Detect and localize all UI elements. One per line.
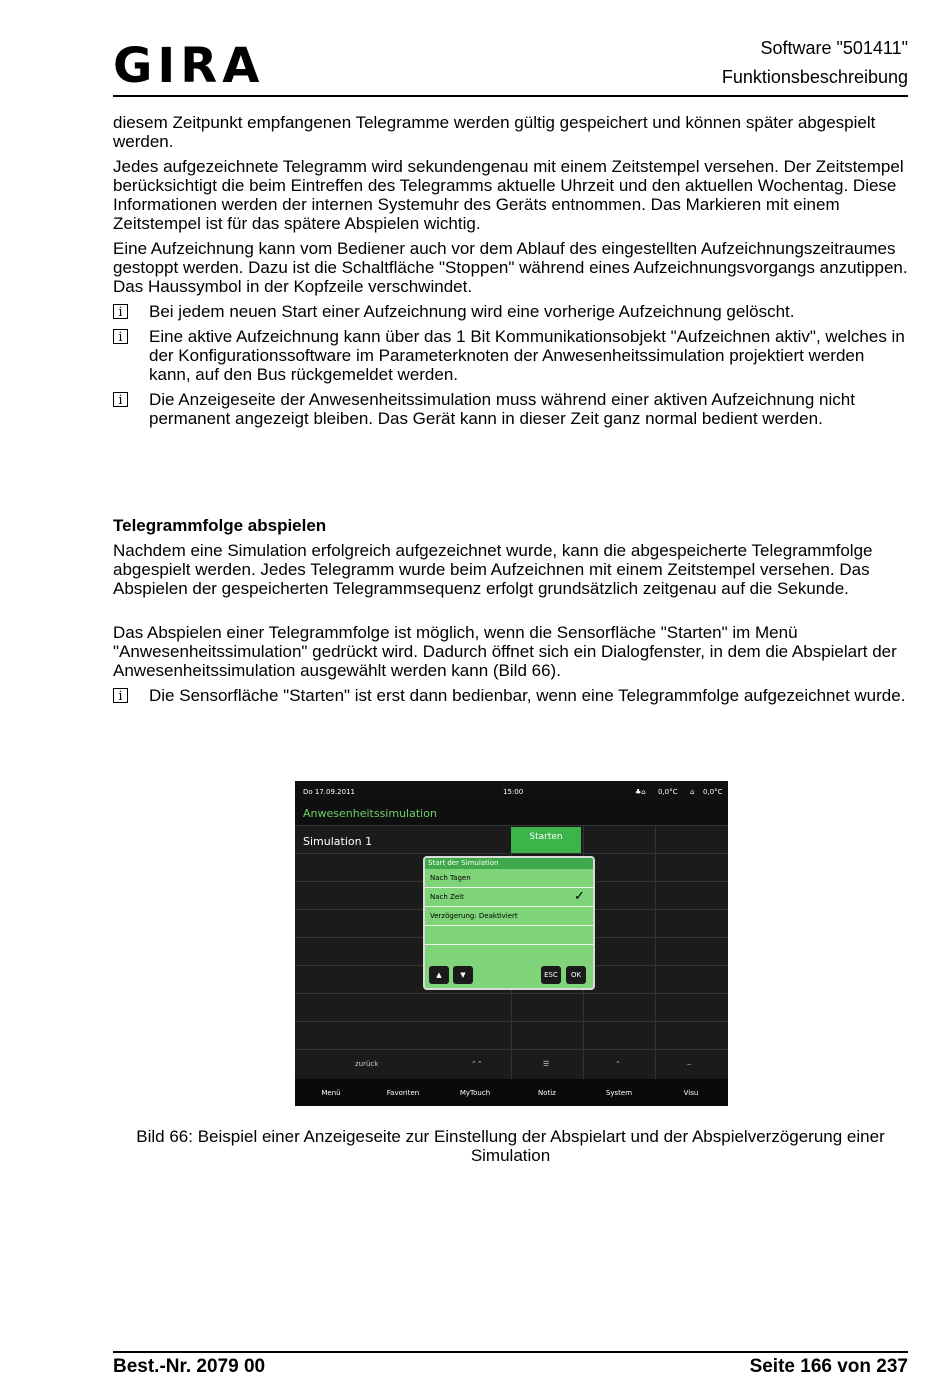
info-icon: i [113,688,128,703]
order-number: Best.-Nr. 2079 00 [113,1356,266,1377]
esc-button[interactable]: ESC [541,966,561,984]
temp-outdoor: 0,0°C [658,788,678,796]
info-note: i Eine aktive Aufzeichnung kann über das 1 Bit Kommunikationsobjekt "Aufzeichnen aktiv", welches in der Konfigurationssoftware im Parameterknoten der Anwesenheitssimulation projektiert werden kann, auf den Bus rückgemeldet werden. [113,327,908,384]
back-button[interactable]: zurück [355,1060,379,1068]
section-heading: Telegrammfolge abspielen [113,516,327,535]
info-icon: i [113,392,128,407]
page-number: Seite 166 von 237 [749,1356,908,1377]
footer-rule [113,1351,908,1353]
page-up-double-icon[interactable]: ⌃⌃ [471,1060,483,1068]
status-time: 15:00 [503,788,524,796]
ok-button[interactable]: OK [566,966,586,984]
tree-icon: ♣⌂ [635,788,646,796]
nav-system[interactable]: System [605,1089,633,1097]
nav-notes[interactable]: Notiz [538,1089,556,1097]
option-by-time[interactable]: Nach Zeit ✓ [425,888,593,907]
simulation-label: Simulation 1 [303,835,373,848]
option-delay[interactable]: Verzögerung: Deaktiviert [425,907,593,926]
status-bar [295,781,728,803]
arrow-up-icon[interactable]: ▲ [429,966,449,984]
info-note: i Bei jedem neuen Start einer Aufzeichnung wird eine vorherige Aufzeichnung gelöscht. [113,302,908,321]
device-screenshot [295,781,728,1106]
start-button[interactable]: Starten [511,827,581,853]
page-up-icon[interactable]: ⌃ [615,1060,621,1068]
bottom-nav [295,1079,728,1106]
page-menu-icon[interactable]: ☰ [543,1060,550,1068]
temp-indoor: 0,0°C [703,788,723,796]
nav-favorites[interactable]: Favoriten [386,1089,420,1097]
option-by-days[interactable]: Nach Tagen [425,869,593,888]
section-recording [113,113,908,434]
sub-nav [295,1051,728,1077]
device-title: Anwesenheitssimulation [295,803,728,825]
status-date: Do 17.09.2011 [303,788,355,796]
empty-row [425,926,593,945]
house-icon: ⌂ [690,788,695,796]
checkmark-icon: ✓ [574,889,585,904]
dash-icon[interactable]: ‒ [687,1060,692,1068]
paragraph: Nachdem eine Simulation erfolgreich aufgezeichnet wurde, kann die abgespeicherte Telegrammfolge abgespielt werden. Jedes Telegramm wurde beim Aufzeichnen mit einem Zeitstempel versehen. Das Abspielen der gespeicherten Telegrammsequenz erfolgt grundsätzlich zeitgenau auf die Sekunde. [113,541,873,598]
software-label: Software "501411" [760,38,908,58]
paragraph: diesem Zeitpunkt empfangenen Telegramme werden gültig gespeichert und können später abgespielt werden. [113,113,876,151]
info-note: i Die Anzeigeseite der Anwesenheitssimulation muss während einer aktiven Aufzeichnung nicht permanent angezeigt bleiben. Das Gerät kann in dieser Zeit ganz normal bedient werden. [113,390,908,428]
info-icon: i [113,329,128,344]
paragraph: Jedes aufgezeichnete Telegramm wird sekundengenau mit einem Zeitstempel versehen. Der Zeitstempel berücksichtigt die beim Eintreffen des Telegramms aktuelle Uhrzeit und den aktuellen Wochentag. Diese Informationen werden der internen Systemuhr des Geräts entnommen. Das Markieren mit einem Zeitstempel ist für das spätere Abspielen wichtig. [113,157,904,233]
doc-type-label: Funktionsbeschreibung [721,67,908,87]
nav-visu[interactable]: Visu [683,1089,699,1097]
arrow-down-icon[interactable]: ▼ [453,966,473,984]
start-dialog [423,856,595,990]
header-rule [113,95,908,97]
paragraph: Das Abspielen einer Telegrammfolge ist möglich, wenn die Sensorfläche "Starten" im Menü "Anwesenheitssimulation" gedrückt wird. Dadurch öffnet sich ein Dialogfenster, in dem die Abspielart der Anwesenheitssimulation ausgewählt werden kann (Bild 66). [113,623,897,680]
nav-menu[interactable]: Menü [321,1089,341,1097]
header-info [722,34,908,92]
section-playback [113,516,908,711]
info-icon: i [113,304,128,319]
dialog-title: Start der Simulation [425,858,593,869]
info-note: i Die Sensorfläche "Starten" ist erst dann bedienbar, wenn eine Telegrammfolge aufgezeichnet wurde. [113,686,908,705]
gira-logo: GIRA [113,38,265,94]
nav-mytouch[interactable]: MyTouch [459,1089,491,1097]
figure-caption: Bild 66: Beispiel einer Anzeigeseite zur Einstellung der Abspielart und der Abspielverzögerung einer Simulation [136,1127,885,1165]
paragraph: Eine Aufzeichnung kann vom Bediener auch vor dem Ablauf des eingestellten Aufzeichnungszeitraumes gestoppt werden. Dazu ist die Schaltfläche "Stoppen" während eines Aufzeichnungsvorgangs anzutippen. Das Haussymbol in der Kopfzeile verschwindet. [113,239,908,296]
